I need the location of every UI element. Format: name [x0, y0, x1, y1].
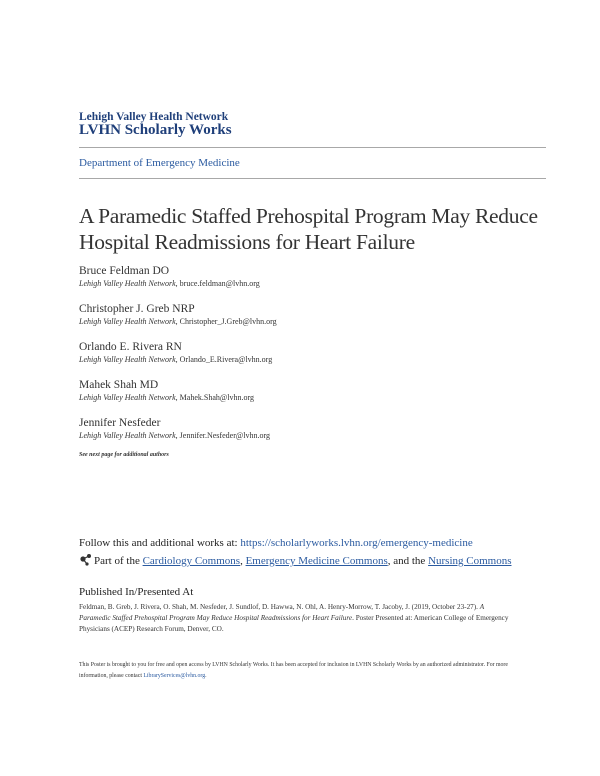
author-name: Jennifer Nesfeder	[79, 417, 161, 429]
author-institution: Lehigh Valley Health Network	[79, 317, 176, 326]
part-of-prefix: Part of the	[94, 555, 143, 567]
footer-end: .	[205, 673, 207, 679]
author-institution: Lehigh Valley Health Network	[79, 393, 176, 402]
commons-network-icon	[79, 553, 92, 566]
department-link[interactable]: Department of Emergency Medicine	[79, 157, 240, 169]
author-name: Christopher J. Greb NRP	[79, 303, 195, 315]
citation-authors: Feldman, B. Greb, J. Rivera, O. Shah, M. Nesfeder, J. Sundlof, D. Hawwa, N. Ohl, A. Henry-Morrow, T. Jacoby, J. (2019, October 23-27).	[79, 603, 480, 611]
cardiology-commons-link[interactable]: Cardiology Commons	[142, 555, 241, 567]
citation	[79, 602, 509, 635]
separator: ,	[240, 555, 246, 567]
published-heading: Published In/Presented At	[79, 586, 194, 598]
author-name: Mahek Shah MD	[79, 379, 159, 391]
follow-line	[79, 537, 473, 549]
document-title: A Paramedic Staffed Prehospital Program May Reduce Hospital Readmissions for Heart Failure	[79, 204, 538, 254]
part-of-line	[79, 553, 512, 567]
author-entry	[79, 378, 549, 404]
author-institution: Lehigh Valley Health Network	[79, 355, 176, 364]
author-email: , Orlando_E.Rivera@lvhn.org	[175, 355, 273, 364]
author-email: , Christopher_J.Greb@lvhn.org	[175, 317, 277, 326]
author-list	[79, 264, 549, 454]
author-entry	[79, 340, 549, 366]
author-institution: Lehigh Valley Health Network	[79, 279, 176, 288]
author-affiliation	[79, 354, 549, 366]
author-name: Orlando E. Rivera RN	[79, 341, 182, 353]
contact-email-link[interactable]: LibraryServices@lvhn.org	[143, 673, 206, 679]
organization-name: Lehigh Valley Health Network	[79, 111, 229, 123]
author-affiliation	[79, 392, 549, 404]
author-affiliation	[79, 278, 549, 290]
author-email: , Jennifer.Nesfeder@lvhn.org	[175, 431, 270, 440]
separator: , and the	[387, 555, 429, 567]
author-email: , bruce.feldman@lvhn.org	[175, 279, 260, 288]
repository-name[interactable]: LVHN Scholarly Works	[79, 122, 232, 138]
author-entry	[79, 416, 549, 442]
divider	[79, 147, 546, 148]
citation-title: A Paramedic Staffed Prehospital Program May Reduce Hospital Readmissions for Heart Failure	[79, 603, 485, 622]
follow-prefix: Follow this and additional works at:	[79, 537, 241, 549]
author-entry	[79, 264, 549, 290]
footer-text: This Poster is brought to you for free and open access by LVHN Scholarly Works. It has been accepted for inclusion in LVHN Scholarly Works by an authorized administrator. For more information, please contact	[79, 662, 508, 679]
divider	[79, 178, 546, 179]
citation-venue: . Poster Presented at: American College of Emergency Physicians (ACEP) Research Forum, Denver, CO.	[79, 614, 509, 633]
emergency-medicine-commons-link[interactable]: Emergency Medicine Commons	[245, 555, 388, 567]
author-name: Bruce Feldman DO	[79, 265, 170, 277]
additional-authors-note: See next page for additional authors	[79, 452, 169, 458]
author-affiliation	[79, 430, 549, 442]
access-footer	[79, 660, 519, 682]
author-institution: Lehigh Valley Health Network	[79, 431, 176, 440]
repository-url-link[interactable]: https://scholarlyworks.lvhn.org/emergency-medicine	[240, 537, 473, 549]
author-email: , Mahek.Shah@lvhn.org	[175, 393, 254, 402]
nursing-commons-link[interactable]: Nursing Commons	[428, 555, 512, 567]
author-affiliation	[79, 316, 549, 328]
author-entry	[79, 302, 549, 328]
